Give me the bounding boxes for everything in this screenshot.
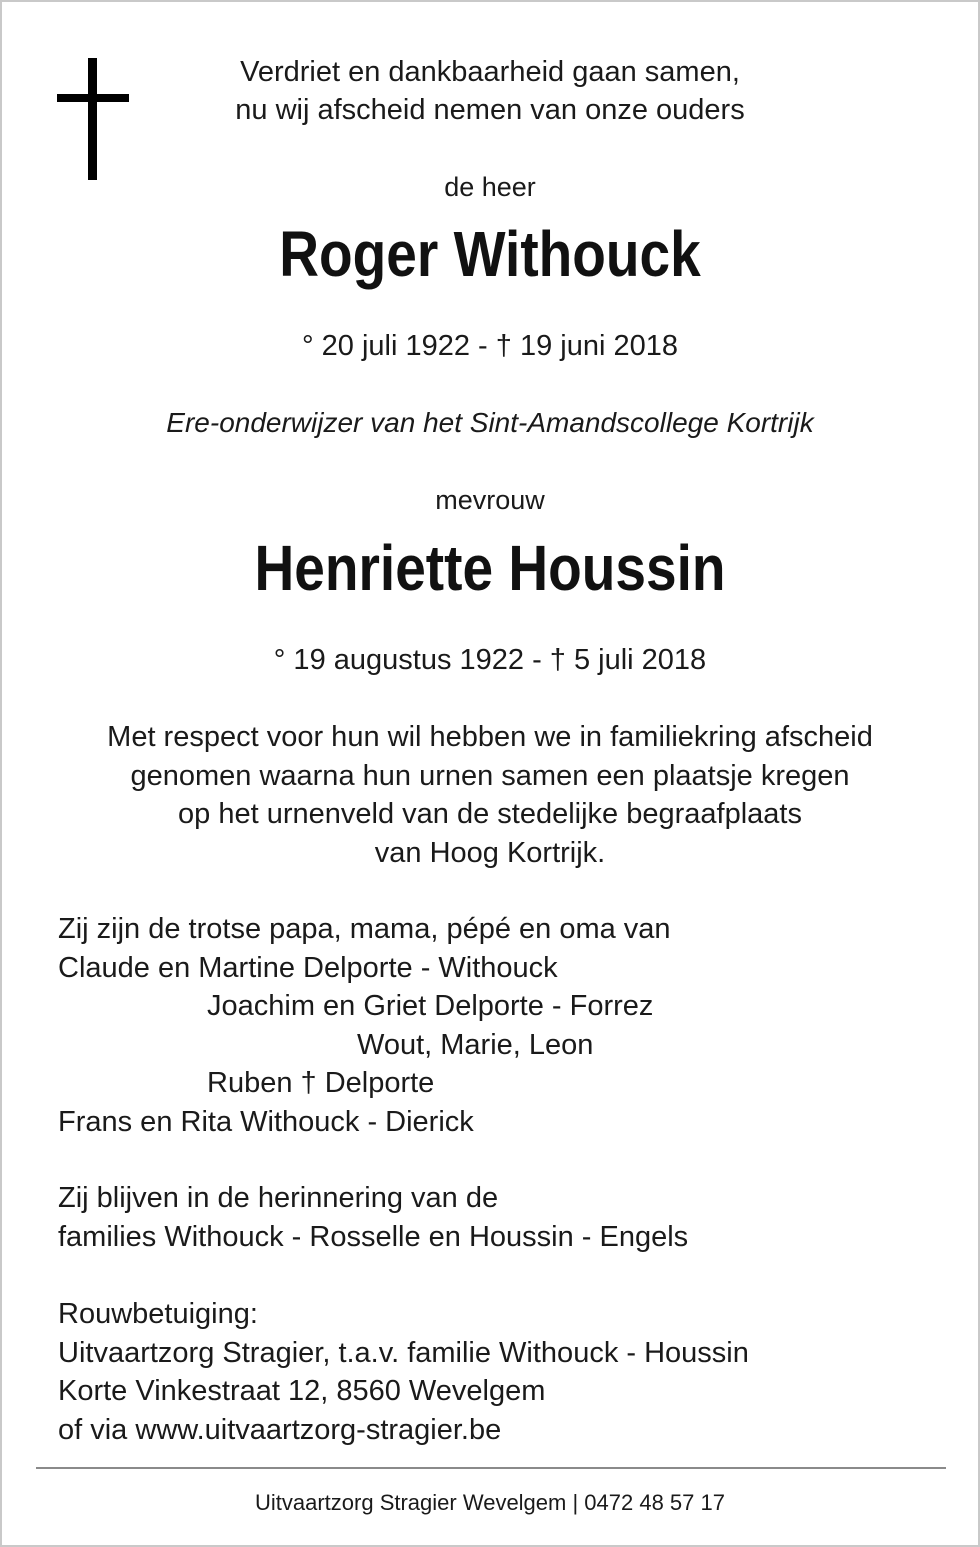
condolences-address: Korte Vinkestraat 12, 8560 Wevelgem	[58, 1375, 546, 1407]
life-dates-1: ° 20 juli 1922 - † 19 juni 2018	[302, 330, 678, 362]
message-line-4: van Hoog Kortrijk.	[374, 837, 606, 869]
footer-contact: Uitvaartzorg Stragier Wevelgem | 0472 48 57 17	[254, 1490, 725, 1515]
message-line-2: genomen waarna hun urnen samen een plaatsje kregen	[130, 760, 850, 792]
family-line-2: Claude en Martine Delporte - Withouck	[58, 952, 558, 984]
message-line-3: op het urnenveld van de stedelijke begraafplaats	[178, 798, 802, 830]
message-line-1: Met respect voor hun wil hebben we in familiekring afscheid	[107, 721, 873, 753]
family-line-5: Ruben † Delporte	[207, 1067, 435, 1099]
salutation-1: de heer	[444, 172, 536, 202]
family-line-3: Joachim en Griet Delporte - Forrez	[207, 990, 654, 1022]
condolences-line-1: Uitvaartzorg Stragier, t.a.v. familie Withouck - Houssin	[58, 1337, 749, 1369]
remembrance-line-2: families Withouck - Rosselle en Houssin - Engels	[58, 1221, 689, 1253]
intro-line-2: nu wij afscheid nemen van onze ouders	[235, 94, 745, 126]
family-line-6: Frans en Rita Withouck - Dierick	[58, 1106, 474, 1138]
intro-line-1: Verdriet en dankbaarheid gaan samen,	[240, 56, 740, 88]
remembrance-line-1: Zij blijven in de herinnering van de	[58, 1182, 499, 1214]
footer-divider	[36, 1467, 946, 1469]
life-dates-2: ° 19 augustus 1922 - † 5 juli 2018	[273, 644, 707, 676]
family-line-4: Wout, Marie, Leon	[357, 1029, 594, 1061]
occupation-1: Ere-onderwijzer van het Sint-Amandscollege Kortrijk	[166, 407, 814, 438]
condolences-website: of via www.uitvaartzorg-stragier.be	[58, 1414, 502, 1446]
condolences-heading: Rouwbetuiging:	[58, 1298, 258, 1330]
salutation-2: mevrouw	[435, 485, 545, 515]
family-line-1: Zij zijn de trotse papa, mama, pépé en oma van	[58, 913, 671, 945]
deceased-name-1: Roger Withouck	[279, 218, 701, 290]
deceased-name-2: Henriette Houssin	[254, 532, 726, 604]
